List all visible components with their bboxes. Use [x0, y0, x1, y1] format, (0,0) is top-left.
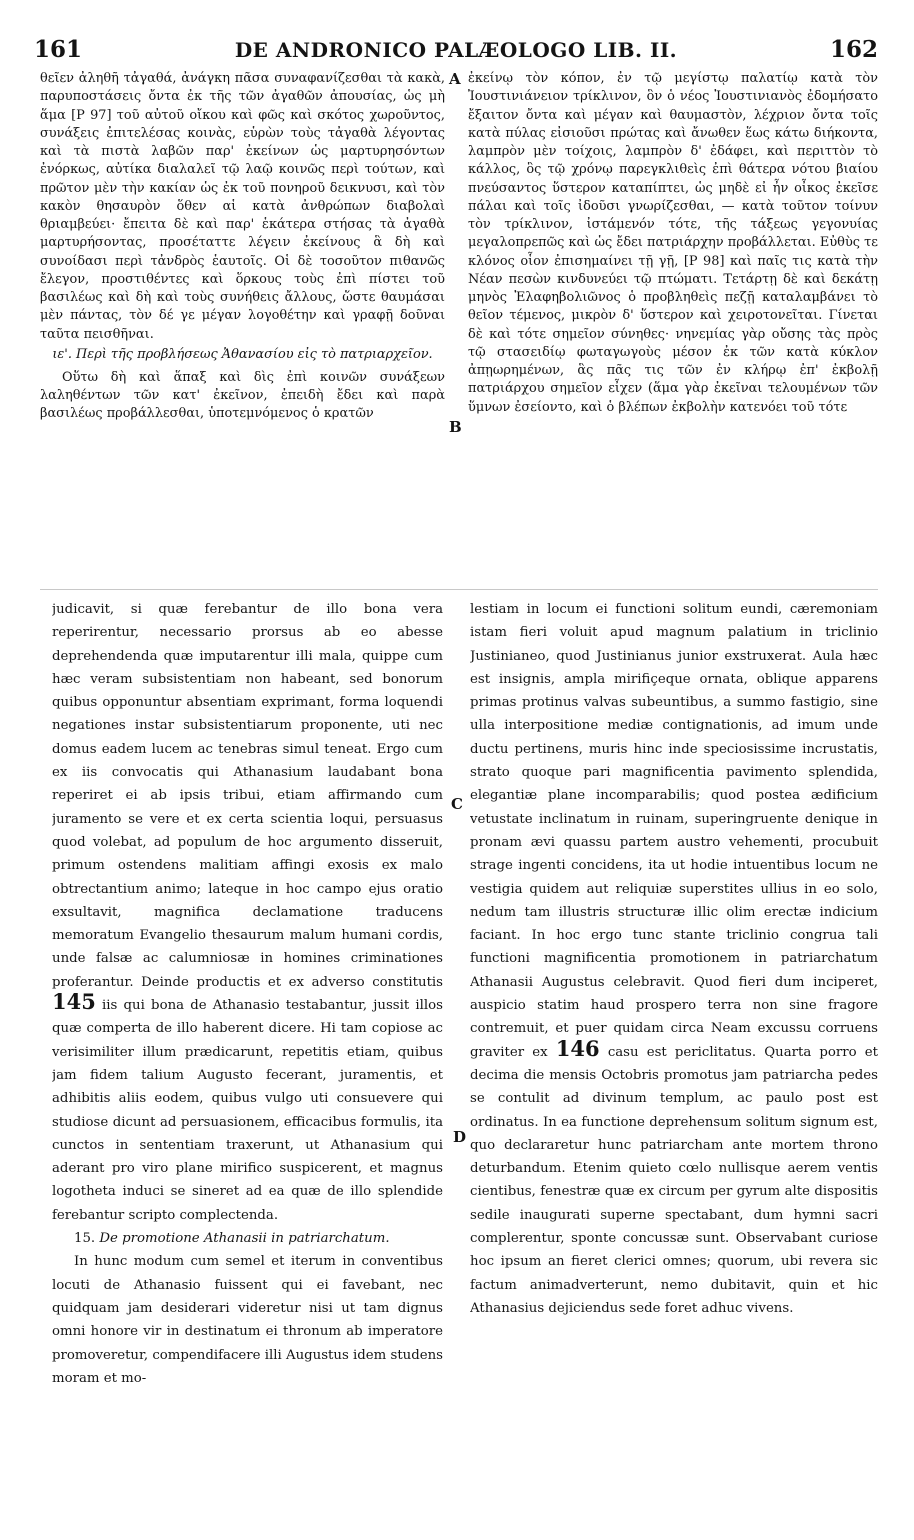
section-number: 15.: [74, 1231, 96, 1247]
page-number-left: 161: [34, 36, 83, 63]
page-number-right: 162: [829, 36, 878, 63]
latin-paragraph: [470, 598, 878, 1320]
greek-paragraph: θεῖεν ἀληθῆ τἀγαθά, ἀνάγκη πᾶσα συναφανίζεσθαι τὰ κακὰ, παρυποστάσεις ὄντα ἐκ τῆς τῶν ἀγαθῶν ἀπουσίας, ὡς μὴ ἅμα [P 97] τοῦ αὐτοῦ οἴκου καὶ φῶς καὶ σκότος χωροῦντος, συνάξεις ἐπιτελέσας κοινὰς, εὑρὼν τοὺς τἀγαθὰ λέγοντας καὶ τὰ πιστὰ λαβῶν παρ' ἐκείνων ὡς μαρτυρησόντων ἐνόρκως, αὐτίκα διαλαλεῖ τῷ λαῷ κοινῶς περὶ τούτων, καὶ πρῶτον μὲν τὴν κακίαν ὡς ἐκ τοῦ πονηροῦ δεικνυσι, καὶ τὸν κακὸν θησαυρὸν ὅθεν αἱ κατὰ ἀνθρώπων διαβολαὶ θριαμβεύει· ἔπειτα δὲ καὶ παρ' ἑκάτερα στήσας τὰ ἀγαθὰ μαρτυρήσοντας, προσέταττε λέγειν ἐκείνους ἃ δὴ καὶ συνοίδασι περὶ τἀνδρὸς ἑαυτοῖς. Οἱ δὲ τοσοῦτον πιθανῶς ἔλεγον, προστιθέντες καὶ ὅρκους τοὺς ἐπὶ πίστει τοῦ βασιλέως καὶ δὴ καὶ τοὺς συνήθεις ἄλλους, ὥστε θαυμάσαι μὲν πάντας, τὸν δέ γε μέγαν λογοθέτην καὶ γραφῇ δοῦναι ταῦτα πεισθῆναι.: [40, 71, 445, 342]
latin-column-left: [52, 598, 443, 1520]
latin-section-heading: [52, 1227, 443, 1250]
column-divider: [40, 589, 878, 590]
greek-paragraph: ἐκείνῳ τὸν κόπον, ἐν τῷ μεγίστῳ παλατίῳ κατὰ τὸν Ἰουστινιάνειον τρίκλινον, ὃν ὁ νέος Ἰουστινιανὸς ἐδομήσατο ἔξαιτον ὄντα καὶ μέγαν καὶ θαυμαστὸν, λέχριον ὄντα τοῖς κατὰ πύλας εἰσιοῦσι πρώτας καὶ ἄνωθεν ἕως κάτω διήκοντα, λαμπρὸν μὲν τοίχοις, λαμπρὸν δ' ἐδάφει, καὶ περιττὸν τὸ κάλλος, ὃς τῷ χρόνῳ παρεγκλιθεὶς ἐπὶ θάτερα νότου βιαίου πνεύσαντος ὕστερον καταπίπτει, ὡς μηδὲ εἰ ἦν οἶκος ἐκεῖσε πάλαι καὶ τοῖς ἰδοῦσι γνωρίζεσθαι, — κατὰ τοῦτον τοίνυν τὸν τρίκλινον, ἰστάμενόν τότε, τῆς τάξεως γεγονυίας μεγαλοπρεπῶς καὶ ὡς ἔδει πατριάρχην προβάλλεται. Εὐθὺς τε κλόνος οἷον ἐπισημαίνει τῇ γῇ, [P 98] καὶ παῖς τις κατὰ τὴν Νέαν πεσὼν κινδυνεύει τῷ πτώματι. Τετάρτῃ δὲ καὶ δεκάτῃ μηνὸς Ἐλαφηβολιῶνος ὁ προβληθεὶς πεζῇ καταλαμβάνει τὸ θεῖον τέμενος, μικρὸν δ' ὕστερον καὶ χειροτονεῖται. Γίνεται δὲ καὶ τότε σημεῖον σύνηθες· νηνεμίας γὰρ οὔσης τὰς πρὸς τῷ στασειδίῳ φωταγωγοὺς μέσον ἐκ τῶν κατὰ κύκλον ἀπῃωρημένων, ἃς πᾶς τις τῶν ἐν κλήρῳ ἐπ' ἐκβολῇ πατριάρχου σημεῖον εἶχεν (ἅμα γὰρ ἐκεῖναι τελουμένων τῶν ὕμνων ἐσείοντο, καὶ ὁ βλέπων ἐκβολὴν κατενόει τοῦ τότε: [468, 71, 878, 415]
margin-letter-c: C: [451, 795, 463, 813]
greek-paragraph: Οὕτω δὴ καὶ ἅπαξ καὶ δὶς ἐπὶ κοινῶν συνάξεων λαληθέντων τῶν κατ' ἐκεῖνον, ἐπειδὴ ἔδει καὶ παρὰ βασιλέως προβάλλεσθαι, ὑποτεμνόμενος ὁ κρατῶν: [40, 369, 445, 422]
latin-paragraph: In hunc modum cum semel et iterum in conventibus locuti de Athanasio fuissent qui ei favebant, nec quidquam jam desiderari videretur nisi ut tam dignus omni honore vir in destinatum ei thronum ab imperatore promoveretur, compendifacere illi Augustus idem studens moram et mo-: [52, 1254, 443, 1386]
greek-section-heading: ιε'. Περὶ τῆς προβλήσεως Ἀθανασίου εἰς τὸ πατριαρχεῖον.: [52, 346, 433, 362]
inline-page-number: 146: [555, 1035, 600, 1061]
margin-letter-a: A: [449, 70, 461, 88]
latin-paragraph: [52, 598, 443, 1227]
latin-text: casu est periclitatus. Quarta porro et decima die mensis Octobris promotus jam patriarcha pedes se contulit ad divinum templum, ac paulo post est ordinatus. In ea functione deprehensum solitum signum est, quo declararetur hunc patriarcham ante mortem throno deturbandum. Etenim quieto cœlo nullisque aerem ventis cientibus, fenestræ quæ ex circum per gyrum alte dispositis sedile inaugurati superne spectabant, dum hymni sacri complerentur, sponte concussæ sunt. Observabant curiose hoc ipsum an fieret clerici omnes; quorum, ubi revera sic factum animadverterunt, nemo dubitavit, quin et hic Athanasius dejiciendus sede foret adhuc vivens.: [470, 1044, 878, 1316]
greek-column-right: [468, 70, 878, 582]
running-title: DE ANDRONICO PALÆOLOGO LIB. II.: [234, 38, 678, 62]
latin-text: lestiam in locum ei functioni solitum eundi, cæremoniam istam fieri voluit apud magnum palatium in triclinio Justinianeo, quod Justinianus junior exstruxerat. Aula hæc est insignis, ampla mirifiçeque ornata, oblique apparens primas protinus valvas subeuntibus, a summo fastigio, sine ulla interpositione mediæ contignationis, ad imum unde ductu pertinens, muris hinc inde speciosissime incrustatis, strato quoque pari magnificentia pavimento splendida, elegantiæ plane incomparabilis; quod postea ædificium vetustate inclinatum in ruinam, superingruente denique in pronam ævi quassu partem austro vehementi, procubuit strage ingenti concidens, ita ut hodie intuentibus locum ne vestigia quidem aut reliquiæ superstites ullius in eo solo, nedum tam illustris structuræ illic olim erectæ indicium faciant. In hoc ergo tunc stante triclinio congrua tali functioni magnificentia promotionem in patriarchatum Athanasii Augustus celebravit. Quod fieri dum inciperet, auspicio statim haud prospero terra non sine fragore contremuit, et puer quidam circa Neam excussu corruens graviter ex: [470, 602, 878, 1060]
greek-column-left: [40, 70, 445, 582]
inline-page-number: 145: [52, 989, 96, 1015]
margin-letter-d: D: [453, 1128, 467, 1146]
latin-column-right: [470, 598, 878, 1520]
latin-text: judicavit, si quæ ferebantur de illo bona vera reperirentur, necessario prorsus ab eo abesse deprehendenda quæ imputarentur illi mala, quippe cum hæc veram subsistentiam non habeant, sed bonorum quibus opponuntur absentiam exprimant, forma loquendi negationes instar subsistentiarum proponente, uti nec domus eadem lucem ac tenebras simul teneat. Ergo cum ex iis convocatis qui Athanasium laudabant bona reperiret ei ab ipsis tribui, etiam affirmando cum juramento se vere et ex certa scientia loqui, persuasus quod volebat, ad populum de hoc argumento disseruit, primum ostendens malitiam affingi exosis ex malo obtrectantium animo; lateque in hoc campo ejus oratio exsultavit, magnifica declamatione traducens memoratum Evangelio thesaurum malum humani cordis, unde falsæ ac calumniosæ in homines criminationes proferantur. Deinde productis et ex adverso constitutis: [52, 602, 443, 990]
margin-letter-b: B: [449, 418, 462, 436]
running-header: [34, 36, 878, 70]
latin-text: iis qui bona de Athanasio testabantur, jussit illos quæ comperta de illo haberent dicere. Hi tam copiose ac verisimiliter illum prædicarunt, repetitis etiam, quibus jam fidem talium Augusto fecerant, juramentis, et adhibitis aliis eodem, quibus vulgo uti consuevere qui studiose dicunt ad persuasionem, efficacibus formulis, ita cunctos in sententiam traxerunt, ut Athanasium qui aderant pro viro plane mirifico suspicerent, et magnus logotheta induci se sineret ad ea quæ de illo splendide ferebantur scripto complectenda.: [52, 998, 443, 1223]
section-title: De promotione Athanasii in patriarchatum.: [99, 1231, 390, 1247]
